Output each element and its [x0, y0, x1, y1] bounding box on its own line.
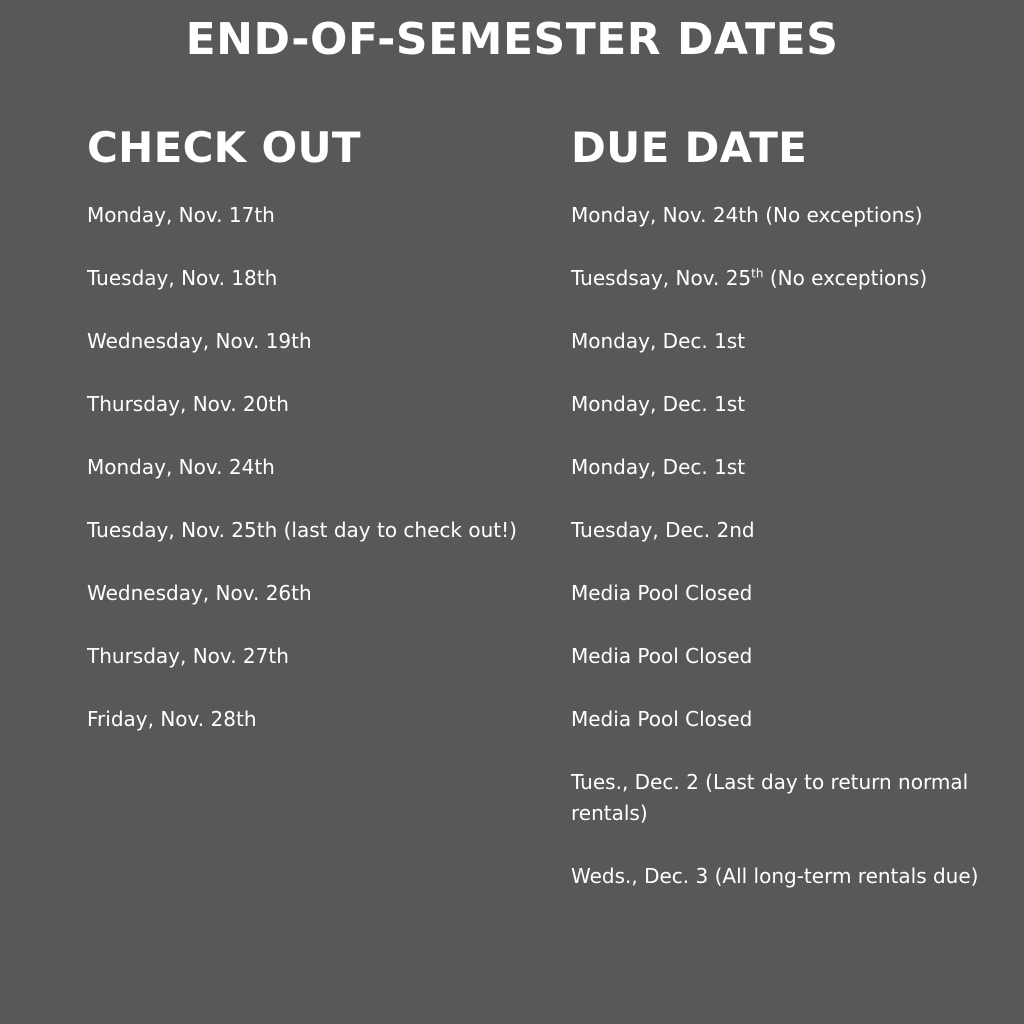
due-date-row: Media Pool Closed: [571, 581, 753, 605]
check-out-row: Monday, Nov. 17th: [87, 203, 275, 227]
due-date-text: (No exceptions): [763, 266, 928, 290]
due-date-row: [571, 263, 1016, 294]
due-date-row: Tuesday, Dec. 2nd: [571, 518, 755, 542]
due-date-heading: DUE DATE: [571, 123, 808, 172]
check-out-row: Wednesday, Nov. 19th: [87, 329, 312, 353]
check-out-row: Thursday, Nov. 20th: [87, 392, 289, 416]
due-date-row: Monday, Dec. 1st: [571, 392, 746, 416]
due-date-row: Media Pool Closed: [571, 707, 753, 731]
check-out-row: Tuesday, Nov. 18th: [87, 266, 278, 290]
check-out-row: Monday, Nov. 24th: [87, 455, 275, 479]
due-date-row: Media Pool Closed: [571, 644, 753, 668]
check-out-row: Thursday, Nov. 27th: [87, 644, 289, 668]
page-title: END-OF-SEMESTER DATES: [185, 14, 839, 65]
due-date-row: Monday, Dec. 1st: [571, 329, 746, 353]
due-date-row: Monday, Nov. 24th (No exceptions): [571, 203, 923, 227]
check-out-column: [87, 122, 557, 767]
due-date-row: Weds., Dec. 3 (All long-term rentals due): [571, 864, 979, 888]
ordinal-suffix: th: [751, 266, 764, 281]
due-date-column: [571, 122, 1016, 924]
due-date-text: Tuesdsay, Nov. 25: [571, 266, 752, 290]
check-out-row: Friday, Nov. 28th: [87, 707, 257, 731]
check-out-row: Wednesday, Nov. 26th: [87, 581, 312, 605]
check-out-row: Tuesday, Nov. 25th (last day to check out!): [87, 518, 517, 542]
check-out-heading: CHECK OUT: [87, 123, 361, 172]
due-date-row: Tues., Dec. 2 (Last day to return normal rentals): [571, 770, 969, 825]
due-date-row: Monday, Dec. 1st: [571, 455, 746, 479]
